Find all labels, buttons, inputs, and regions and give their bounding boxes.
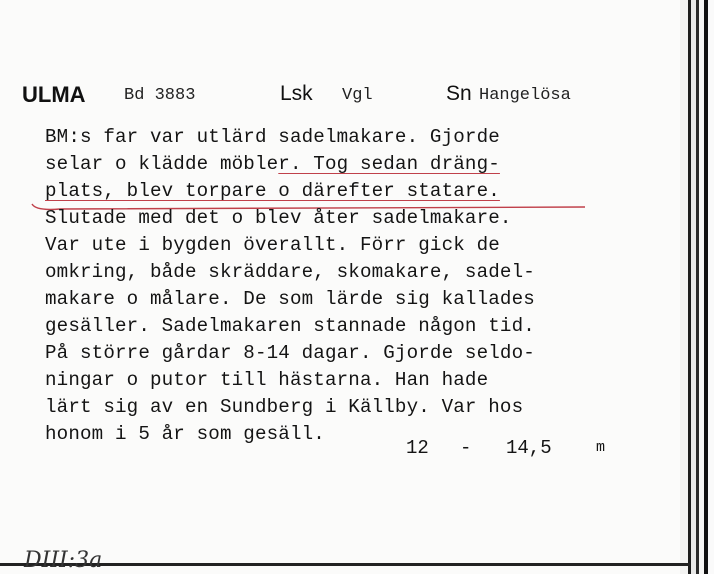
parish-label: Sn (446, 82, 472, 105)
province-label: Lsk (280, 82, 313, 105)
text-line (45, 178, 645, 205)
parish-value: Hangelösa (479, 86, 571, 105)
underlined-segment: r. Tog sedan dräng- (278, 153, 500, 175)
text-line: På större gårdar 8-14 dagar. Gjorde seldo- (45, 342, 535, 364)
underlined-segment: plats, blev torpare o därefter statare. (45, 180, 500, 202)
archive-reference: DIII:3a (24, 548, 103, 573)
text-line: lärt sig av en Sundberg i Källby. Var hos (45, 396, 524, 418)
volume-number: Bd 3883 (124, 86, 196, 105)
text-line: Var ute i bygden överallt. Förr gick de (45, 234, 500, 256)
text-line: honom i 5 år som gesäll. (45, 423, 325, 445)
measure-dash: - (460, 437, 472, 459)
text-line: omkring, både skräddare, skomakare, sadel- (45, 261, 535, 283)
transcription-body (45, 124, 645, 448)
measure-to: 14,5 (506, 437, 552, 459)
text-line: makare o målare. De som lärde sig kallades (45, 288, 535, 310)
text-line: BM:s far var utlärd sadelmakare. Gjorde (45, 126, 500, 148)
text-line: Slutade med det o blev åter sadelmakare. (45, 207, 512, 229)
province-value: Vgl (342, 86, 373, 105)
card-bottom-edge (0, 563, 690, 566)
text-line (45, 151, 645, 178)
measure-from: 12 (406, 437, 429, 459)
text-line: ningar o putor till hästarna. Han hade (45, 369, 489, 391)
card-stack-edge (680, 0, 714, 574)
measure-unit: m (596, 439, 606, 456)
text-segment: selar o klädde möble (45, 153, 279, 175)
archive-label: ULMA (22, 82, 86, 107)
text-line: gesäller. Sadelmakaren stannade någon tid. (45, 315, 535, 337)
